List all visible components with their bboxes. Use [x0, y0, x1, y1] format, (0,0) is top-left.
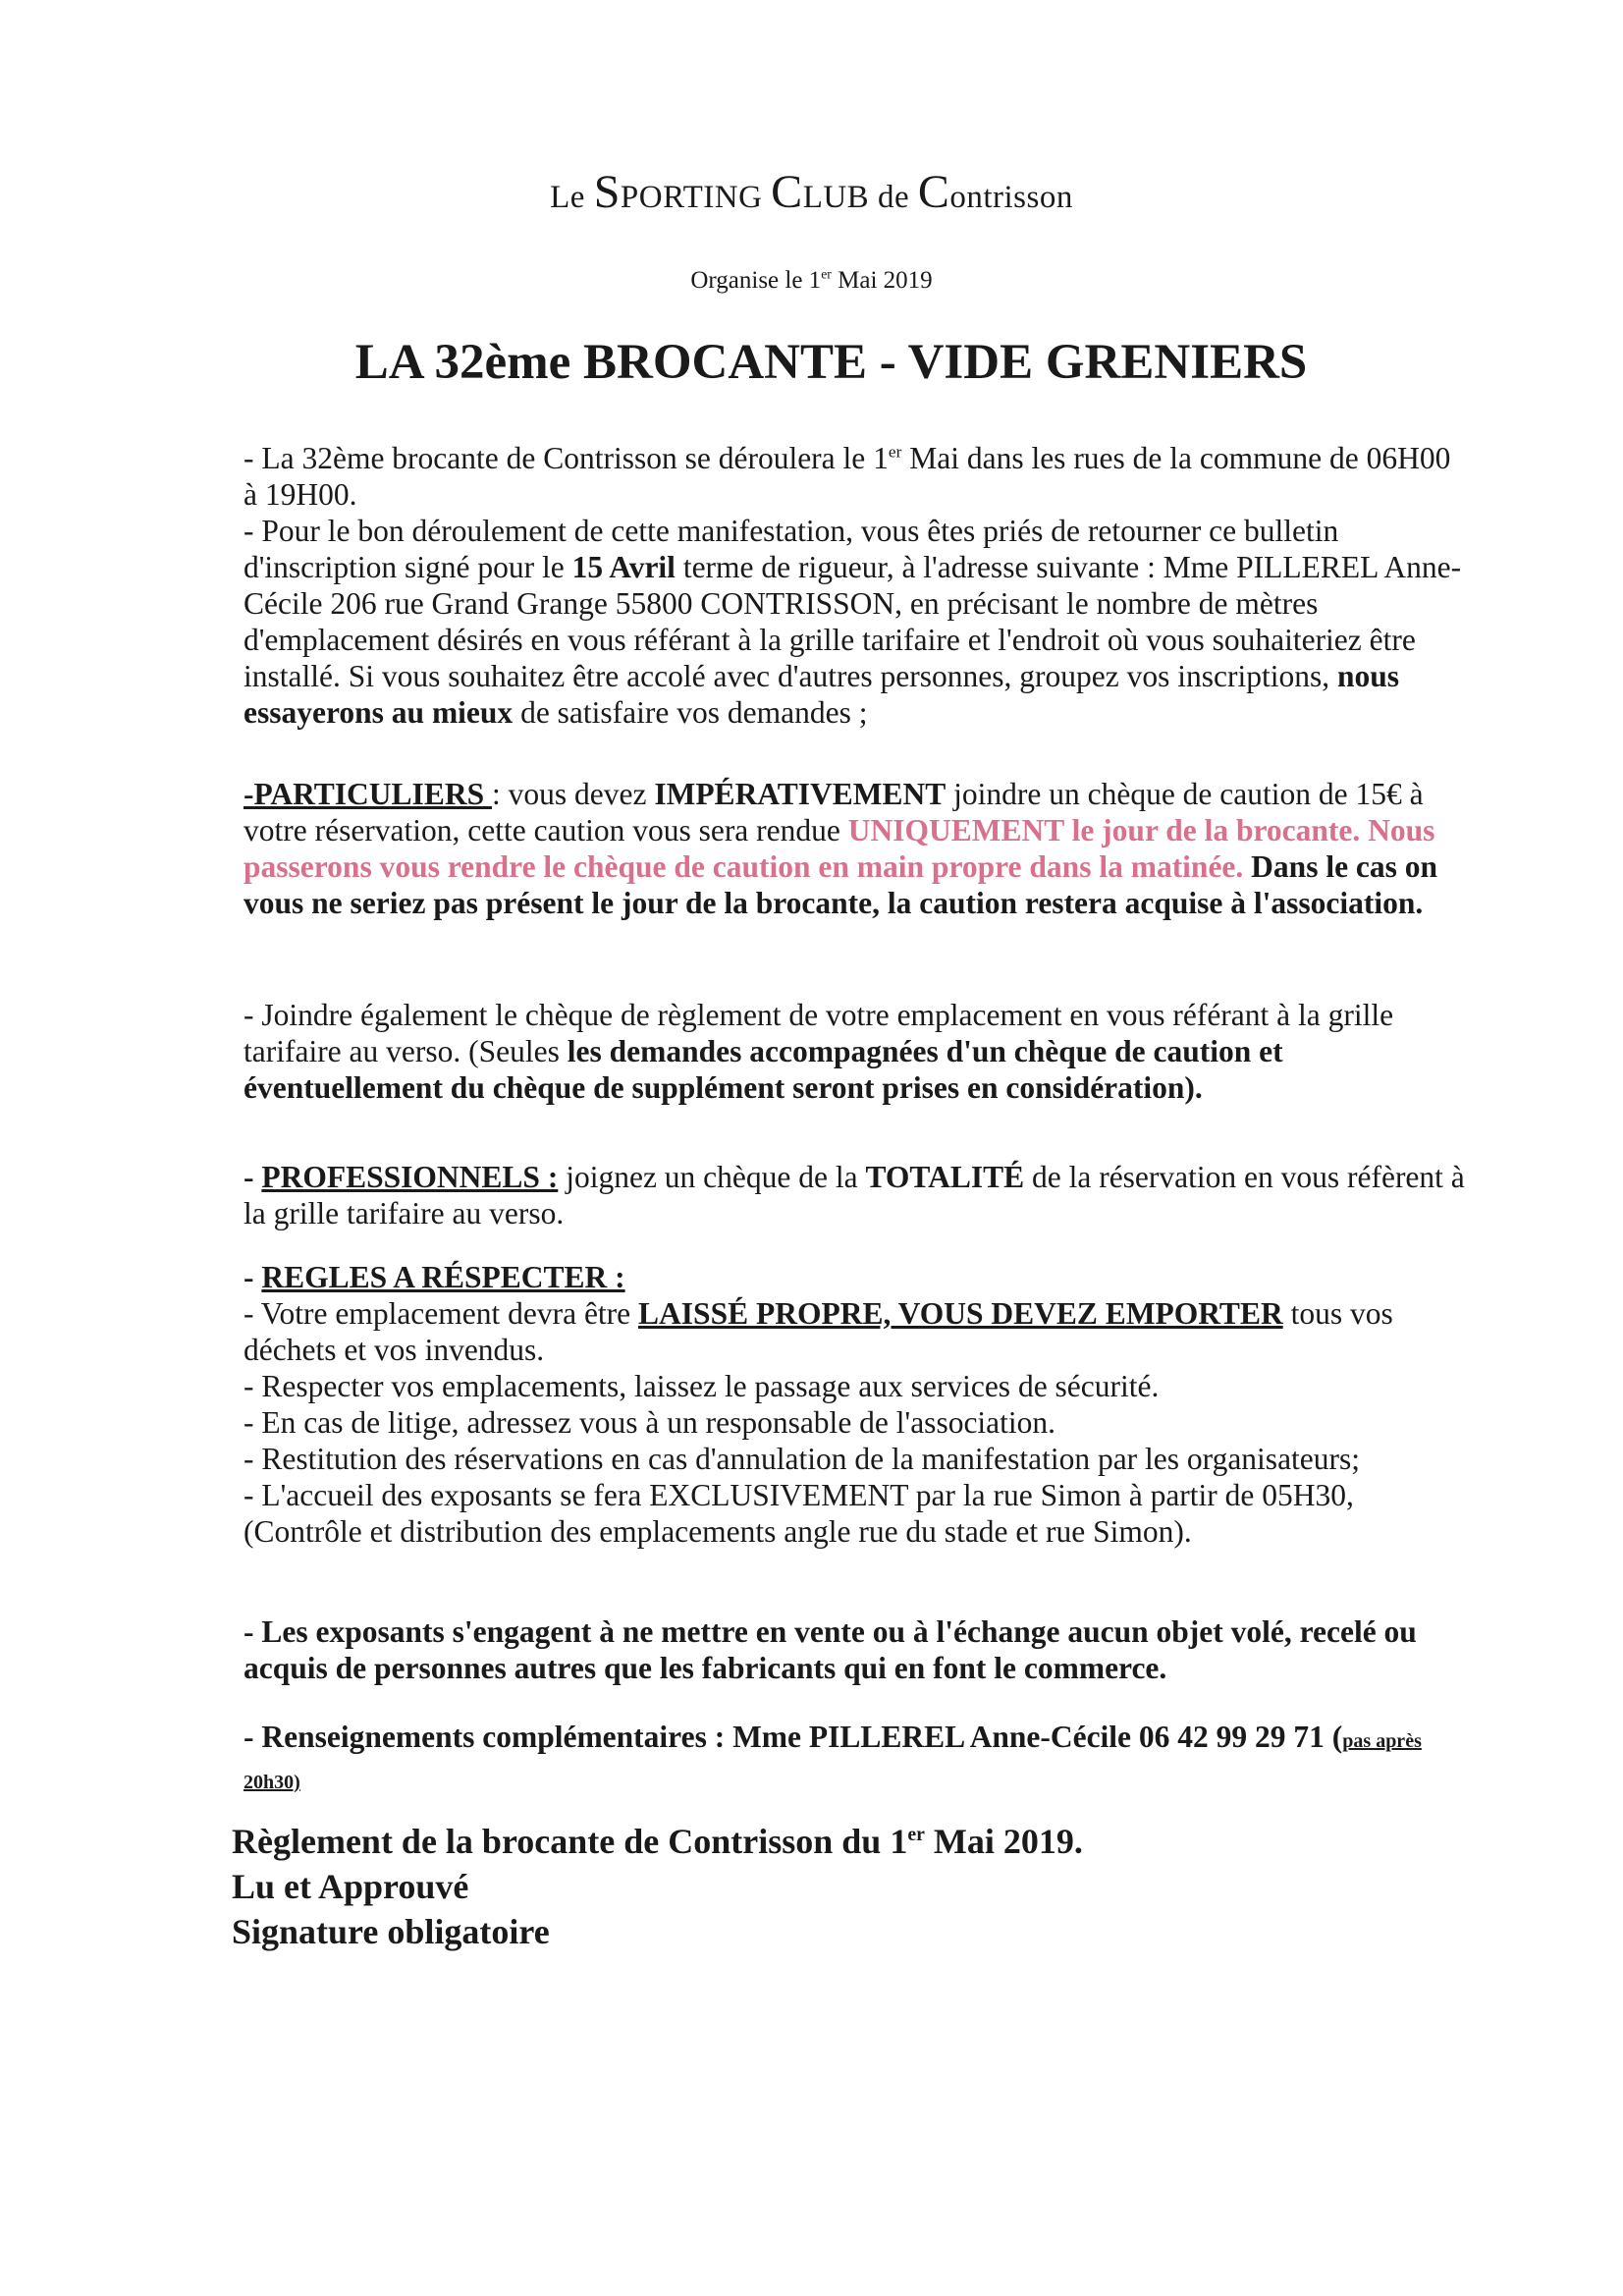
exposants-notice: - Les exposants s'engagent à ne mettre en vente ou à l'échange aucun objet volé, recelé ou acquis de personnes autres que les fabricants qui en font le commerce. [243, 1614, 1417, 1685]
renseignements-line: - Renseignements complémentaires : Mme PILLEREL Anne-Cécile 06 42 99 29 71 (pas après 20h30) [243, 1720, 1422, 1793]
particuliers-section: -PARTICULIERS : vous devez IMPÉRATIVEMENT joindre un chèque de caution de 15€ à votre réservation, cette caution vous sera rendue UNIQUEMENT le jour de la brocante. Nous passerons vous rendre le chèque de caution en main propre dans la matinée. Dans le cas on vous ne seriez pas présent le jour de la brocante, la caution restera acquise à l'association. [243, 777, 1438, 920]
footer-signature: Signature obligatoire [232, 1912, 550, 1951]
highlighted-notice: UNIQUEMENT le jour de la brocante. Nous passerons vous rendre le chèque de caution en main propre dans la matinée. [243, 813, 1435, 884]
particuliers-label: -PARTICULIERS [243, 777, 492, 811]
intro-line-inscription: - Pour le bon déroulement de cette manifestation, vous êtes priés de retourner ce bulletin d'inscription signé pour le 15 Avril terme de rigueur, à l'adresse suivante : Mme PILLEREL Anne-Cécile 206 rue Grand Grange 55800 CONTRISSON, en précisant le nombre de mètres d'emplacement désirés en vous référant à la grille tarifaire et l'endroit où vous souhaiteriez être installé. Si vous souhaitez être accolé avec d'autres personnes, groupez vos inscriptions, nous essayerons au mieux de satisfaire vos demandes ; [243, 514, 1462, 730]
signature-block [232, 1819, 1083, 1954]
intro-paragraph [243, 440, 1471, 731]
club-name: Le SPORTING CLUB de Contrisson [550, 166, 1073, 218]
footer-reglement: Règlement de la brocante de Contrisson du 1er Mai 2019. [232, 1822, 1083, 1861]
regles-heading: - REGLES A RÉSPECTER : [243, 1260, 625, 1294]
footer-lu-approuve: Lu et Approuvé [232, 1867, 469, 1906]
organise-date: Organise le 1er Mai 2019 [690, 266, 933, 294]
joindre-paragraph: - Joindre également le chèque de règlement de votre emplacement en vous référant à la grille tarifaire au verso. (Seules les demandes accompagnées d'un chèque de caution et éventuellement du chèque de supplément seront prises en considération). [243, 998, 1394, 1105]
professionnels-section: - PROFESSIONNELS : joignez un chèque de la TOTALITÉ de la réservation en vous réfèrent à la grille tarifaire au verso. [243, 1160, 1465, 1230]
regles-item: - Restitution des réservations en cas d'annulation de la manifestation par les organisateurs; [243, 1442, 1361, 1476]
regles-item: - Respecter vos emplacements, laissez le passage aux services de sécurité. [243, 1369, 1160, 1403]
professionnels-label: PROFESSIONNELS : [261, 1160, 559, 1194]
regles-section [243, 1259, 1471, 1550]
page-title: LA 32ème BROCANTE - VIDE GRENIERS [354, 335, 1308, 390]
regles-item: - En cas de litige, adressez vous à un responsable de l'association. [243, 1405, 1056, 1440]
regles-item: - L'accueil des exposants se fera EXCLUSIVEMENT par la rue Simon à partir de 05H30, (Contrôle et distribution des emplacements angle rue du stade et rue Simon). [243, 1478, 1354, 1549]
intro-line-dates: - La 32ème brocante de Contrisson se déroulera le 1er Mai dans les rues de la commune de 06H00 à 19H00. [243, 441, 1451, 512]
regles-item: - Votre emplacement devra être LAISSÉ PROPRE, VOUS DEVEZ EMPORTER tous vos déchets et vos invendus. [243, 1296, 1393, 1367]
